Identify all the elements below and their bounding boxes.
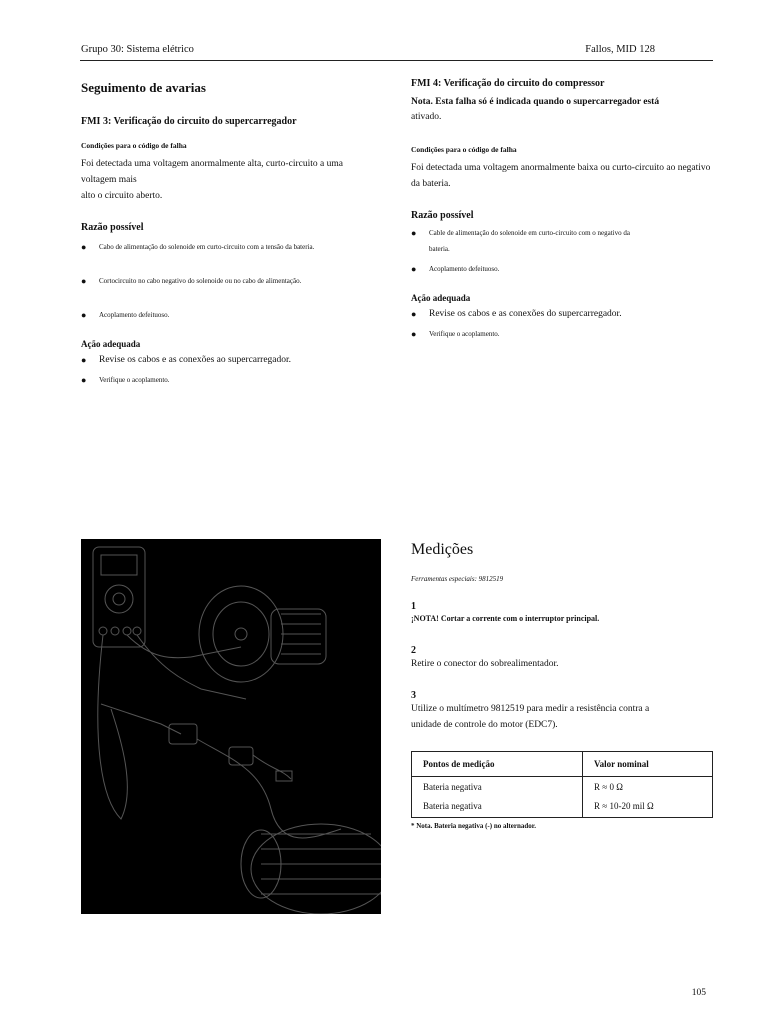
bullet-dot-icon: ● [411, 329, 417, 339]
running-header-left: Grupo 30: Sistema elétrico [81, 44, 194, 55]
fmi3-action-list [81, 352, 376, 388]
multimeter-dial [105, 585, 133, 613]
step-1-number: 1 [411, 601, 416, 612]
list-item: ● Verifique o acoplamento. [81, 372, 376, 388]
bullet-dot-icon: ● [81, 375, 87, 385]
step-2-text: Retire o conector do sobrealimentador. [411, 659, 559, 669]
fmi4-reason-list [411, 225, 711, 277]
bullet-dot-icon: ● [81, 242, 87, 252]
column-header-nominal: Valor nominal [583, 752, 713, 777]
column-header-points: Pontos de medição [412, 752, 583, 777]
multimeter-illustration [81, 539, 381, 914]
bullet-dot-icon: ● [81, 355, 87, 365]
left-column [81, 80, 376, 388]
list-item: ● Acoplamento defeituoso. [81, 307, 376, 323]
page-number: 105 [691, 988, 706, 998]
bullet-dot-icon: ● [81, 276, 87, 286]
fmi4-conditions-label: Condições para o código de falha [411, 145, 517, 154]
step-3-text-2: unidade de controle do motor (EDC7). [411, 720, 558, 730]
fmi3-conditions-label: Condições para o código de falha [81, 141, 187, 150]
list-item: ● Cable de alimentação do solenoide em curto-circuito com o negativo da bateria. [411, 225, 711, 261]
bullet-dot-icon: ● [411, 228, 417, 238]
connector-shape [169, 724, 197, 744]
step-3-number: 3 [411, 690, 416, 701]
list-item: ● Revise os cabos e as conexões do supercarregador. [411, 306, 711, 326]
alternator-shape [199, 586, 283, 682]
right-column [411, 78, 711, 342]
list-item: ● Revise os cabos e as conexões ao supercarregador. [81, 352, 376, 372]
list-item: ● Verifique o acoplamento. [411, 326, 711, 342]
bullet-dot-icon: ● [411, 264, 417, 274]
special-tools: Ferramentas especiais: 9812519 [411, 575, 504, 583]
bullet-dot-icon: ● [81, 310, 87, 320]
fmi3-title: FMI 3: Verificação do circuito do supercarregador [81, 116, 297, 127]
table-header-row [412, 752, 713, 777]
table-footnote: * Nota. Bateria negativa (-) no alternador. [411, 822, 536, 830]
section-title: Seguimento de avarias [81, 80, 206, 95]
list-item: ● Acoplamento defeituoso. [411, 261, 711, 277]
fmi4-conditions-text-1: Foi detectada uma voltagem anormalmente baixa ou curto-circuito ao negativo [411, 163, 711, 173]
fmi4-note-rest: ativado. [411, 112, 442, 122]
table-row [412, 777, 713, 818]
probe-lead-shape [98, 635, 128, 819]
fmi3-reason-title: Razão possível [81, 222, 144, 233]
multimeter-diagram-svg [81, 539, 381, 914]
step-2-number: 2 [411, 645, 416, 656]
table-cell-points: Bateria negativa Bateria negativa [412, 777, 583, 818]
measurements-title: Medições [411, 541, 474, 558]
fmi3-action-title: Ação adequada [81, 339, 141, 349]
bullet-dot-icon: ● [411, 309, 417, 319]
measurements-section [411, 541, 713, 830]
step-3-text-1: Utilize o multímetro 9812519 para medir a resistência contra a [411, 704, 650, 714]
fmi3-conditions-text-1: Foi detectada uma voltagem anormalmente alta, curto-circuito a uma voltagem mais [81, 159, 343, 185]
table-cell-values: R ≈ 0 Ω R ≈ 10-20 mil Ω [583, 777, 713, 818]
fmi4-reason-title: Razão possível [411, 210, 474, 221]
header-rule [80, 60, 713, 61]
list-item: ● Cortocircuito no cabo negativo do solenoide ou no cabo de alimentação. [81, 273, 376, 307]
fmi4-title: FMI 4: Verificação do circuito do compressor [411, 78, 605, 89]
fmi4-action-title: Ação adequada [411, 293, 471, 303]
fmi4-note-bold: Nota. Esta falha só é indicada quando o supercarregador está [411, 97, 660, 107]
supercharger-shape [251, 824, 381, 914]
multimeter-display [101, 555, 137, 575]
fmi4-conditions-text-2: da bateria. [411, 179, 451, 189]
fmi3-conditions-text-2: alto o circuito aberto. [81, 191, 163, 201]
running-header-right: Fallos, MID 128 [585, 44, 655, 55]
fmi4-action-list [411, 306, 711, 342]
fmi3-reason-list [81, 239, 376, 323]
measurement-table [411, 751, 713, 818]
step-1-text: ¡NOTA! Cortar a corrente com o interruptor principal. [411, 614, 600, 623]
list-item: ● Cabo de alimentação do solenoide em curto-circuito com a tensão da bateria. [81, 239, 376, 273]
